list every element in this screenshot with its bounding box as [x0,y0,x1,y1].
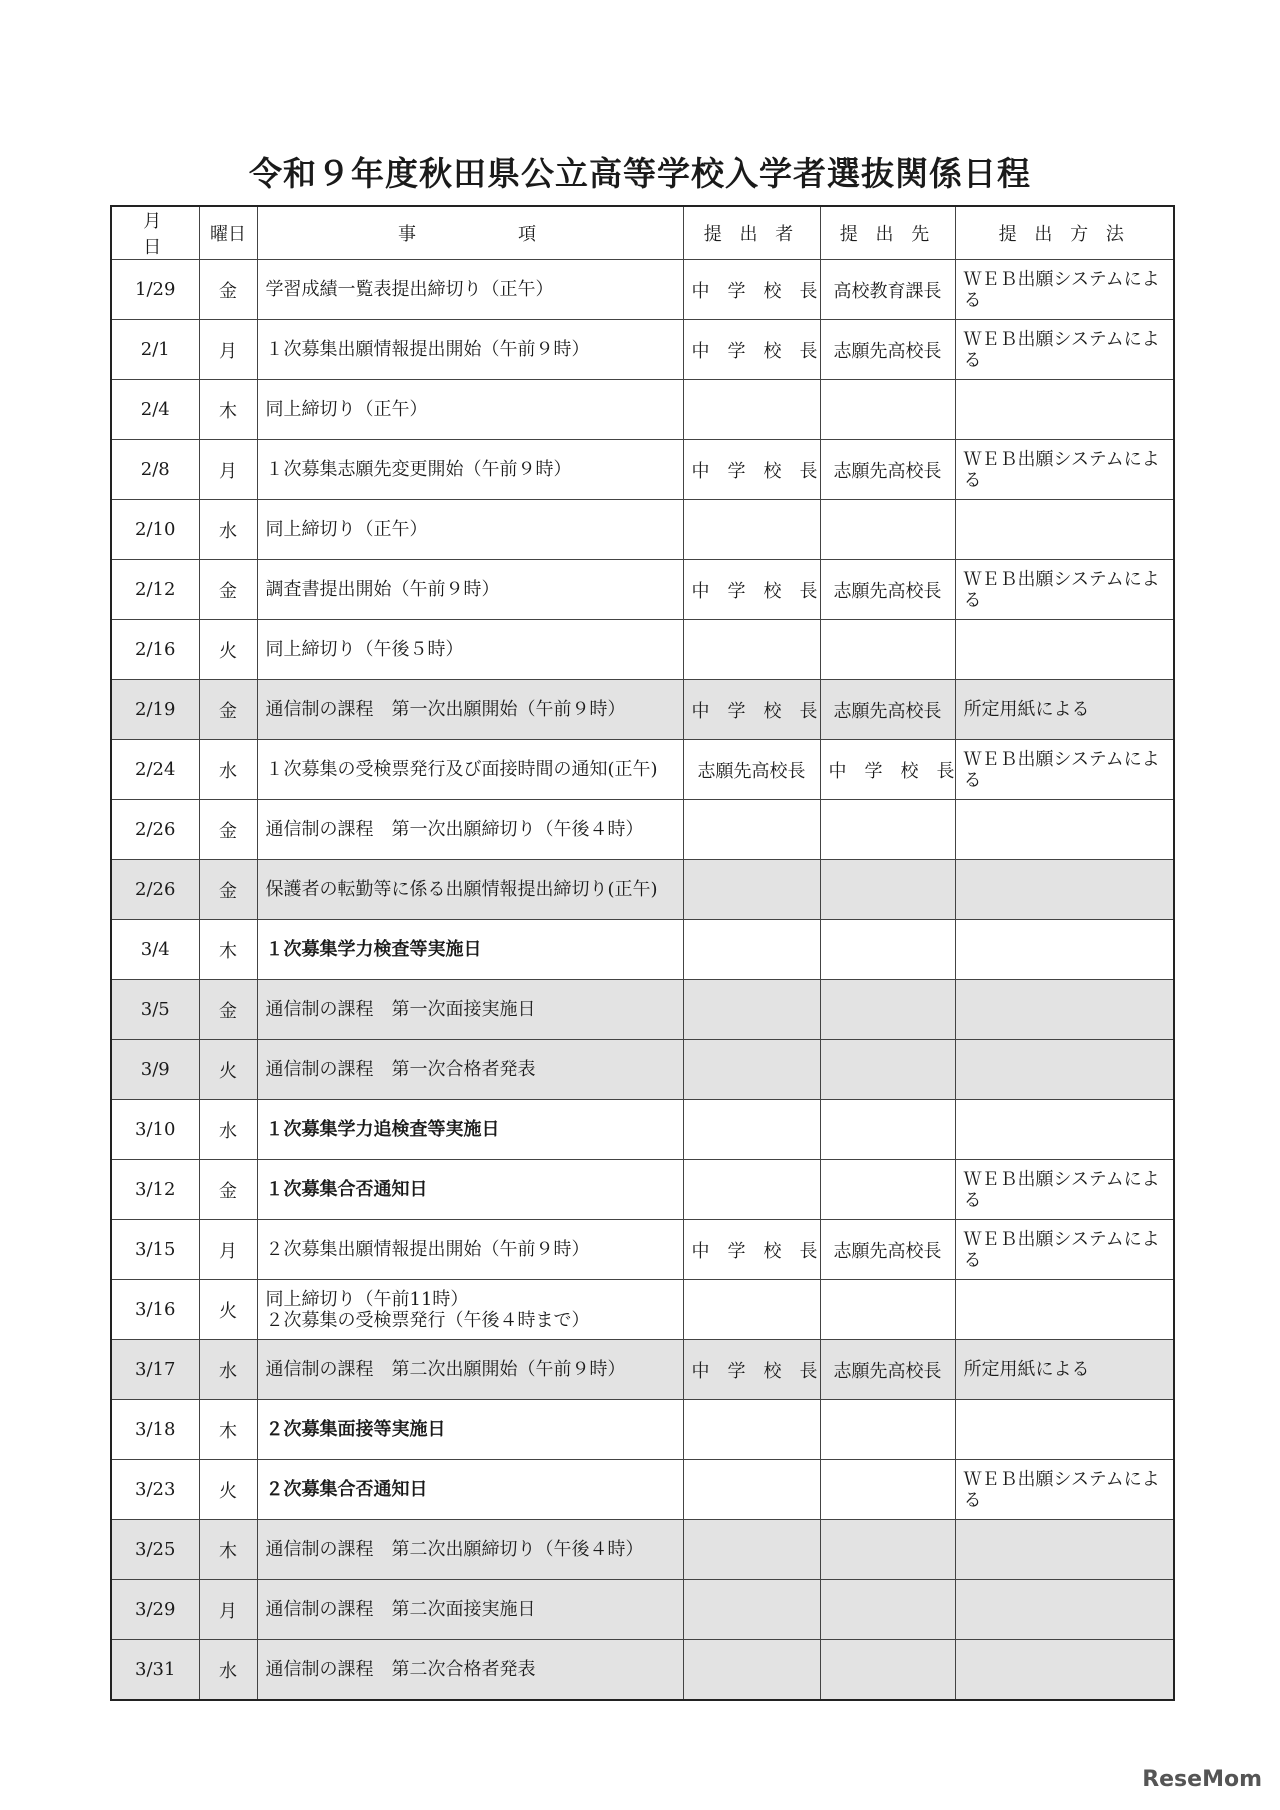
item-text: 調査書提出開始（午前９時） [265,579,500,600]
cell-day: 水 [199,1100,257,1160]
cell-day: 木 [199,920,257,980]
cell-date: 2/26 [111,800,199,860]
item-text: 通信制の課程 第二次面接実施日 [265,1599,536,1620]
table-row [111,1580,1174,1640]
item-text: １次募集出願情報提出開始（午前９時） [265,339,590,360]
cell-day: 月 [199,320,257,380]
table-row [111,680,1174,740]
cell-submitter [683,1460,820,1520]
cell-method [955,1100,1174,1160]
cell-day: 金 [199,860,257,920]
cell-destination [820,1100,955,1160]
cell-method: 所定用紙による [955,1340,1174,1400]
item-text: 通信制の課程 第二次合格者発表 [265,1659,536,1680]
cell-submitter: 志願先高校長 [683,740,820,800]
cell-destination: 志願先高校長 [820,440,955,500]
cell-day: 水 [199,500,257,560]
cell-item [257,1160,683,1220]
cell-date: 3/15 [111,1220,199,1280]
cell-destination: 志願先高校長 [820,1220,955,1280]
table-row [111,740,1174,800]
cell-destination [820,980,955,1040]
cell-item [257,680,683,740]
cell-destination [820,1460,955,1520]
table-row [111,1040,1174,1100]
cell-submitter: 中 学 校 長 [683,680,820,740]
item-text: １次募集志願先変更開始（午前９時） [265,459,572,480]
cell-method [955,500,1174,560]
cell-item [257,1580,683,1640]
cell-day: 木 [199,1520,257,1580]
cell-day: 木 [199,380,257,440]
cell-destination [820,380,955,440]
cell-day: 月 [199,440,257,500]
cell-submitter [683,500,820,560]
cell-day: 水 [199,1640,257,1701]
table-row [111,800,1174,860]
item-text: 通信制の課程 第一次出願開始（午前９時） [265,699,626,720]
page-title: 令和９年度秋田県公立高等学校入学者選抜関係日程 [249,154,1031,193]
cell-date: 2/26 [111,860,199,920]
cell-destination [820,1580,955,1640]
cell-submitter: 中 学 校 長 [683,1220,820,1280]
table-row [111,1280,1174,1340]
cell-destination [820,920,955,980]
cell-item [257,1040,683,1100]
cell-method: ＷＥＢ出願システムによる [955,560,1174,620]
cell-method [955,920,1174,980]
cell-submitter [683,860,820,920]
schedule-table [110,205,1175,1701]
cell-day: 金 [199,260,257,320]
cell-method [955,860,1174,920]
cell-submitter: 中 学 校 長 [683,1340,820,1400]
cell-item [257,860,683,920]
cell-item [257,1520,683,1580]
cell-day: 金 [199,680,257,740]
table-row [111,380,1174,440]
cell-method: ＷＥＢ出願システムによる [955,440,1174,500]
item-text: 通信制の課程 第一次出願締切り（午後４時） [265,819,644,840]
cell-day: 火 [199,1040,257,1100]
cell-date: 2/16 [111,620,199,680]
cell-date: 2/19 [111,680,199,740]
table-row [111,860,1174,920]
table-row [111,920,1174,980]
header-method: 提 出 方 法 [955,206,1174,260]
cell-day: 金 [199,1160,257,1220]
item-text: １次募集学力追検査等実施日 [265,1119,500,1140]
cell-destination: 高校教育課長 [820,260,955,320]
table-row [111,500,1174,560]
cell-destination [820,1520,955,1580]
cell-date: 3/5 [111,980,199,1040]
item-text: 通信制の課程 第一次合格者発表 [265,1059,536,1080]
item-text: 保護者の転勤等に係る出願情報提出締切り(正午) [265,879,658,900]
cell-submitter [683,1100,820,1160]
cell-method [955,980,1174,1040]
item-text: １次募集学力検査等実施日 [265,939,482,960]
cell-day: 火 [199,620,257,680]
table-row [111,1160,1174,1220]
item-text: ２次募集出願情報提出開始（午前９時） [265,1239,590,1260]
cell-item [257,260,683,320]
item-text: 学習成績一覧表提出締切り（正午） [265,279,554,300]
cell-destination: 志願先高校長 [820,1340,955,1400]
cell-destination [820,860,955,920]
cell-submitter: 中 学 校 長 [683,440,820,500]
schedule-body [111,260,1174,1701]
table-row [111,440,1174,500]
cell-date: 3/9 [111,1040,199,1100]
cell-item [257,620,683,680]
header-submitter: 提 出 者 [683,206,820,260]
cell-date: 3/16 [111,1280,199,1340]
cell-day: 月 [199,1220,257,1280]
cell-destination [820,800,955,860]
cell-method: ＷＥＢ出願システムによる [955,1220,1174,1280]
cell-item [257,740,683,800]
item-text: １次募集合否通知日 [265,1179,428,1200]
cell-method: 所定用紙による [955,680,1174,740]
table-row [111,1640,1174,1701]
cell-submitter [683,380,820,440]
cell-date: 2/12 [111,560,199,620]
cell-method: ＷＥＢ出願システムによる [955,260,1174,320]
cell-item [257,980,683,1040]
cell-date: 3/12 [111,1160,199,1220]
cell-date: 2/10 [111,500,199,560]
cell-item [257,500,683,560]
cell-item [257,560,683,620]
item-text: ２次募集合否通知日 [265,1479,428,1500]
table-row [111,1460,1174,1520]
table-row [111,560,1174,620]
cell-destination: 志願先高校長 [820,560,955,620]
cell-submitter [683,1640,820,1701]
cell-submitter [683,800,820,860]
cell-submitter [683,1580,820,1640]
cell-date: 1/29 [111,260,199,320]
cell-method: ＷＥＢ出願システムによる [955,740,1174,800]
cell-method [955,1400,1174,1460]
item-text: 通信制の課程 第二次出願開始（午前９時） [265,1359,626,1380]
table-row [111,980,1174,1040]
cell-item [257,1640,683,1701]
cell-submitter: 中 学 校 長 [683,560,820,620]
cell-day: 火 [199,1280,257,1340]
table-row [111,1100,1174,1160]
header-day: 曜日 [199,206,257,260]
cell-item [257,320,683,380]
cell-destination: 志願先高校長 [820,680,955,740]
cell-submitter [683,1040,820,1100]
cell-method: ＷＥＢ出願システムによる [955,320,1174,380]
table-row [111,620,1174,680]
table-row [111,320,1174,380]
cell-day: 金 [199,800,257,860]
cell-submitter [683,1160,820,1220]
cell-date: 3/25 [111,1520,199,1580]
cell-date: 3/31 [111,1640,199,1701]
cell-item [257,1280,683,1340]
cell-item [257,1460,683,1520]
cell-submitter [683,1280,820,1340]
cell-submitter [683,920,820,980]
resemom-watermark: ReseMom [1142,1767,1262,1792]
cell-date: 2/1 [111,320,199,380]
cell-destination [820,1160,955,1220]
cell-day: 金 [199,560,257,620]
cell-day: 水 [199,740,257,800]
cell-destination [820,1280,955,1340]
cell-day: 月 [199,1580,257,1640]
cell-date: 3/18 [111,1400,199,1460]
cell-method [955,1280,1174,1340]
cell-destination: 志願先高校長 [820,320,955,380]
cell-item [257,920,683,980]
cell-destination [820,1040,955,1100]
header-date: 月 日 [111,206,199,260]
cell-method: ＷＥＢ出願システムによる [955,1460,1174,1520]
cell-method [955,620,1174,680]
cell-method [955,1040,1174,1100]
cell-date: 2/24 [111,740,199,800]
cell-date: 2/4 [111,380,199,440]
cell-method [955,380,1174,440]
table-row [111,1520,1174,1580]
cell-date: 3/17 [111,1340,199,1400]
cell-method: ＷＥＢ出願システムによる [955,1160,1174,1220]
cell-destination [820,1400,955,1460]
item-text: 同上締切り（正午） [265,519,428,540]
cell-item [257,1220,683,1280]
item-text: 同上締切り（午後５時） [265,639,464,660]
table-row [111,1340,1174,1400]
header-item: 事 項 [257,206,683,260]
table-row [111,1400,1174,1460]
cell-destination: 中 学 校 長 [820,740,955,800]
cell-day: 火 [199,1460,257,1520]
item-text: 通信制の課程 第二次出願締切り（午後４時） [265,1539,644,1560]
cell-date: 3/4 [111,920,199,980]
item-text: 同上締切り（午前11時） [265,1288,469,1310]
cell-method [955,1580,1174,1640]
cell-item [257,800,683,860]
item-text: １次募集の受検票発行及び面接時間の通知(正午) [265,759,658,780]
table-row [111,260,1174,320]
cell-item [257,1100,683,1160]
cell-day: 木 [199,1400,257,1460]
cell-destination [820,620,955,680]
cell-item [257,1340,683,1400]
table-header-row [111,206,1174,260]
cell-submitter [683,1400,820,1460]
cell-item [257,1400,683,1460]
cell-day: 水 [199,1340,257,1400]
cell-destination [820,1640,955,1701]
cell-date: 3/23 [111,1460,199,1520]
cell-method [955,1520,1174,1580]
cell-submitter: 中 学 校 長 [683,260,820,320]
item-text: 通信制の課程 第一次面接実施日 [265,999,536,1020]
cell-destination [820,500,955,560]
cell-item [257,440,683,500]
item-text-line-2: ２次募集の受検票発行（午後４時まで） [265,1309,590,1331]
cell-date: 3/10 [111,1100,199,1160]
header-destination: 提 出 先 [820,206,955,260]
cell-submitter [683,980,820,1040]
cell-date: 2/8 [111,440,199,500]
cell-submitter [683,620,820,680]
item-text: 同上締切り（正午） [265,399,428,420]
cell-date: 3/29 [111,1580,199,1640]
item-text: ２次募集面接等実施日 [265,1419,446,1440]
cell-method [955,800,1174,860]
cell-item [257,380,683,440]
cell-method [955,1640,1174,1701]
cell-submitter [683,1520,820,1580]
cell-submitter: 中 学 校 長 [683,320,820,380]
table-row [111,1220,1174,1280]
cell-day: 金 [199,980,257,1040]
